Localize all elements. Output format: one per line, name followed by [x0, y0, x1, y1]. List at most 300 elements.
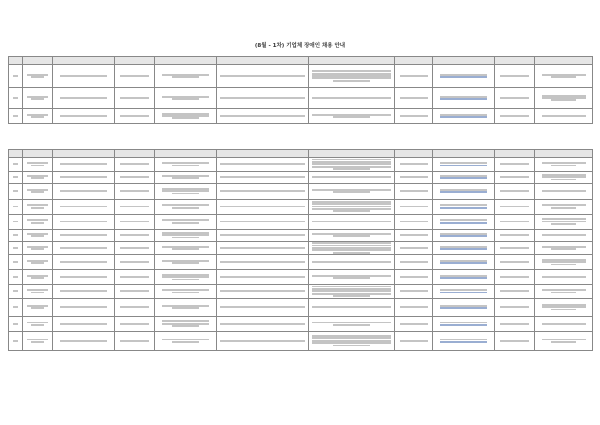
column-header	[495, 57, 535, 65]
table-cell	[495, 109, 535, 124]
table-cell	[53, 65, 115, 88]
table-cell	[309, 255, 395, 270]
scanned-text-line	[400, 75, 428, 77]
table-cell	[23, 183, 53, 199]
table-cell	[395, 183, 433, 199]
table-cell	[495, 88, 535, 109]
scanned-text-line	[120, 323, 150, 325]
scanned-text-line	[31, 98, 43, 100]
table-cell	[217, 109, 309, 124]
scanned-text-line	[333, 295, 370, 297]
table-cell	[115, 158, 155, 172]
scanned-text-line	[60, 190, 107, 192]
table-cell	[9, 255, 23, 270]
scanned-text-line	[551, 207, 576, 209]
table-cell	[155, 65, 217, 88]
table-cell	[9, 183, 23, 199]
scanned-text-line	[13, 190, 18, 192]
scanned-text-line	[400, 221, 428, 223]
table-cell	[23, 199, 53, 214]
table-cell	[23, 255, 53, 270]
table-cell	[395, 298, 433, 316]
table-cell	[433, 158, 495, 172]
table-cell	[433, 214, 495, 229]
table-cell	[395, 88, 433, 109]
table-cell	[155, 270, 217, 285]
table-cell	[217, 171, 309, 183]
scanned-text-line	[500, 221, 530, 223]
table-cell	[433, 183, 495, 199]
table-cell	[115, 199, 155, 214]
scanned-text-line	[333, 168, 370, 170]
table-cell	[495, 298, 535, 316]
table-cell	[309, 241, 395, 255]
table-cell	[309, 214, 395, 229]
scanned-text-line	[60, 306, 107, 308]
scanned-text-line	[120, 234, 150, 236]
scanned-text-line	[13, 221, 18, 223]
scanned-text-line	[60, 261, 107, 263]
scanned-text-line	[440, 191, 487, 193]
scanned-text-line	[220, 75, 305, 77]
scanned-text-line	[440, 165, 487, 167]
table-cell	[53, 88, 115, 109]
table-cell	[395, 331, 433, 350]
scanned-text-line	[220, 261, 305, 263]
table-cell	[53, 241, 115, 255]
scanned-text-line	[60, 234, 107, 236]
table-row	[9, 285, 593, 299]
table-cell	[9, 331, 23, 350]
table-cell	[115, 298, 155, 316]
scanned-text-line	[500, 115, 530, 117]
table-cell	[433, 65, 495, 88]
table-cell	[53, 229, 115, 241]
table-cell	[309, 171, 395, 183]
table-cell	[309, 183, 395, 199]
table-cell	[53, 285, 115, 299]
scanned-text-line	[400, 276, 428, 278]
table-cell	[155, 158, 217, 172]
table-cell	[395, 199, 433, 214]
table-cell	[53, 316, 115, 331]
table-cell	[155, 285, 217, 299]
scanned-text-line	[220, 163, 305, 165]
scanned-text-line	[120, 340, 150, 342]
table-cell	[53, 255, 115, 270]
scanned-text-line	[120, 290, 150, 292]
scanned-text-line	[31, 292, 43, 294]
column-header	[433, 150, 495, 158]
scanned-text-line	[400, 323, 428, 325]
table-cell	[9, 241, 23, 255]
table-cell	[217, 316, 309, 331]
scanned-text-line	[440, 292, 487, 294]
scanned-text-line	[13, 323, 18, 325]
scanned-text-line	[13, 276, 18, 278]
table-cell	[395, 158, 433, 172]
table-cell	[217, 199, 309, 214]
scanned-text-line	[31, 341, 43, 343]
table-cell	[155, 255, 217, 270]
table-cell	[9, 109, 23, 124]
table-cell	[9, 270, 23, 285]
scanned-text-line	[220, 247, 305, 249]
scanned-text-line	[400, 290, 428, 292]
scanned-text-line	[440, 307, 487, 309]
scanned-text-line	[120, 276, 150, 278]
table-row	[9, 158, 593, 172]
scanned-text-line	[31, 165, 43, 167]
scanned-text-line	[400, 261, 428, 263]
document-title: (8월 - 1차) 기업체 장애인 채용 안내	[254, 43, 346, 49]
table-cell	[155, 331, 217, 350]
table-cell	[309, 316, 395, 331]
scanned-text-line	[500, 75, 530, 77]
scanned-text-line	[120, 306, 150, 308]
column-header	[53, 150, 115, 158]
scanned-text-line	[333, 116, 370, 118]
scanned-text-line	[542, 323, 586, 325]
table-cell	[433, 255, 495, 270]
scanned-text-line	[440, 177, 487, 179]
table-cell	[217, 229, 309, 241]
table-cell	[495, 158, 535, 172]
scanned-text-line	[312, 261, 391, 263]
scanned-text-line	[400, 234, 428, 236]
scanned-text-line	[400, 340, 428, 342]
scanned-text-line	[400, 176, 428, 178]
scanned-text-line	[31, 262, 43, 264]
scanned-text-line	[500, 340, 530, 342]
scanned-text-line	[13, 176, 18, 178]
scanned-text-line	[13, 115, 18, 117]
table-cell	[23, 158, 53, 172]
scanned-text-line	[13, 206, 18, 208]
scanned-text-line	[220, 340, 305, 342]
scanned-text-line	[172, 292, 199, 294]
scanned-text-line	[60, 247, 107, 249]
table-cell	[495, 255, 535, 270]
table-cell	[395, 285, 433, 299]
table-cell	[115, 88, 155, 109]
table-cell	[309, 285, 395, 299]
table-cell	[395, 214, 433, 229]
scanned-text-line	[440, 98, 487, 100]
scanned-text-line	[13, 97, 18, 99]
scanned-text-line	[60, 340, 107, 342]
table-cell	[309, 199, 395, 214]
scanned-text-line	[400, 190, 428, 192]
scanned-text-line	[400, 206, 428, 208]
table-cell	[9, 316, 23, 331]
scanned-text-line	[500, 176, 530, 178]
table-cell	[53, 109, 115, 124]
table-cell	[23, 241, 53, 255]
scanned-text-line	[120, 176, 150, 178]
scanned-text-line	[440, 262, 487, 264]
table-cell	[9, 158, 23, 172]
scanned-text-line	[13, 306, 18, 308]
scanned-text-line	[220, 234, 305, 236]
scanned-text-line	[312, 97, 391, 99]
table-cell	[433, 285, 495, 299]
scanned-text-line	[440, 248, 487, 250]
column-header	[115, 57, 155, 65]
table-cell	[217, 214, 309, 229]
column-header	[9, 57, 23, 65]
scanned-text-line	[400, 306, 428, 308]
scanned-text-line	[120, 261, 150, 263]
table-cell	[495, 331, 535, 350]
table-cell	[217, 88, 309, 109]
table-cell	[395, 229, 433, 241]
scanned-text-line	[220, 290, 305, 292]
scanned-text-line	[60, 290, 107, 292]
table-cell	[495, 183, 535, 199]
table-cell	[535, 199, 593, 214]
scanned-text-line	[13, 261, 18, 263]
column-header	[23, 57, 53, 65]
table-cell	[433, 241, 495, 255]
table-cell	[53, 331, 115, 350]
scanned-text-line	[60, 323, 107, 325]
scanned-text-line	[220, 323, 305, 325]
scanned-text-line	[400, 97, 428, 99]
table-row	[9, 199, 593, 214]
scanned-text-line	[551, 99, 576, 101]
scanned-text-line	[172, 341, 199, 343]
scanned-text-line	[13, 234, 18, 236]
table-cell	[535, 171, 593, 183]
table-cell	[23, 331, 53, 350]
table-cell	[535, 316, 593, 331]
table-cell	[535, 285, 593, 299]
table-cell	[9, 214, 23, 229]
scanned-text-line	[172, 193, 199, 195]
scanned-text-line	[13, 290, 18, 292]
scanned-text-line	[500, 234, 530, 236]
table-cell	[115, 255, 155, 270]
table-cell	[155, 88, 217, 109]
table-row	[9, 331, 593, 350]
scanned-text-line	[400, 163, 428, 165]
scanned-text-line	[120, 206, 150, 208]
table-cell	[309, 331, 395, 350]
table-cell	[115, 316, 155, 331]
table-cell	[155, 214, 217, 229]
scanned-text-line	[31, 76, 43, 78]
scanned-text-line	[60, 221, 107, 223]
table-cell	[217, 285, 309, 299]
scanned-text-line	[120, 190, 150, 192]
table-cell	[53, 158, 115, 172]
scanned-text-line	[500, 306, 530, 308]
table-cell	[23, 65, 53, 88]
table-cell	[155, 298, 217, 316]
table-row	[9, 316, 593, 331]
scanned-text-line	[333, 80, 370, 82]
table-cell	[9, 199, 23, 214]
table-cell	[395, 171, 433, 183]
scanned-text-line	[31, 222, 43, 224]
table-cell	[23, 316, 53, 331]
table-cell	[309, 158, 395, 172]
scanned-text-line	[60, 115, 107, 117]
scanned-text-line	[31, 248, 43, 250]
scanned-text-line	[220, 206, 305, 208]
scanned-text-line	[172, 76, 199, 78]
table-cell	[535, 109, 593, 124]
table-cell	[23, 298, 53, 316]
table-cell	[115, 270, 155, 285]
scanned-text-line	[120, 221, 150, 223]
column-header	[395, 57, 433, 65]
scanned-text-line	[500, 97, 530, 99]
table-cell	[433, 171, 495, 183]
table-row	[9, 229, 593, 241]
table-cell	[53, 298, 115, 316]
table-cell	[495, 65, 535, 88]
table-cell	[309, 88, 395, 109]
scanned-text-line	[333, 191, 370, 193]
table-row	[9, 270, 593, 285]
scanned-text-line	[500, 261, 530, 263]
table-cell	[217, 255, 309, 270]
table-cell	[535, 270, 593, 285]
table-cell	[23, 229, 53, 241]
scanned-text-line	[551, 179, 576, 181]
table-cell	[495, 316, 535, 331]
scanned-text-line	[31, 307, 43, 309]
scanned-text-line	[551, 223, 576, 225]
table-cell	[217, 183, 309, 199]
scanned-text-line	[60, 97, 107, 99]
table-cell	[53, 214, 115, 229]
table-cell	[495, 241, 535, 255]
scanned-text-line	[120, 97, 150, 99]
scanned-text-line	[31, 277, 43, 279]
scanned-text-line	[542, 234, 586, 236]
table-cell	[495, 214, 535, 229]
scanned-text-line	[220, 176, 305, 178]
table-cell	[535, 183, 593, 199]
table-cell	[535, 241, 593, 255]
scanned-text-line	[13, 247, 18, 249]
table-cell	[115, 331, 155, 350]
table-cell	[23, 88, 53, 109]
column-header	[495, 150, 535, 158]
scanned-text-line	[333, 345, 370, 347]
table-cell	[23, 285, 53, 299]
scanned-text-line	[440, 116, 487, 118]
table-cell	[433, 199, 495, 214]
table-cell	[115, 285, 155, 299]
scanned-text-line	[500, 323, 530, 325]
scanned-text-line	[220, 115, 305, 117]
table-cell	[53, 270, 115, 285]
scanned-text-line	[551, 165, 576, 167]
scanned-text-line	[172, 279, 199, 281]
table-cell	[217, 65, 309, 88]
scanned-text-line	[120, 75, 150, 77]
scanned-text-line	[312, 221, 391, 223]
column-header	[115, 150, 155, 158]
table-cell	[217, 298, 309, 316]
column-header	[395, 150, 433, 158]
scanned-text-line	[172, 165, 199, 167]
scanned-text-line	[542, 115, 586, 117]
table-cell	[309, 298, 395, 316]
column-header	[217, 150, 309, 158]
scanned-text-line	[500, 190, 530, 192]
scanned-text-line	[172, 307, 199, 309]
scanned-text-line	[172, 117, 199, 119]
scanned-text-line	[400, 247, 428, 249]
scanned-text-line	[31, 116, 43, 118]
table-cell	[495, 270, 535, 285]
scanned-text-line	[551, 264, 576, 266]
table-row	[9, 88, 593, 109]
table-cell	[395, 255, 433, 270]
table-cell	[9, 229, 23, 241]
column-header	[433, 57, 495, 65]
column-header	[535, 150, 593, 158]
table-cell	[115, 171, 155, 183]
scanned-text-line	[500, 290, 530, 292]
table-cell	[53, 183, 115, 199]
table-cell	[495, 285, 535, 299]
table-cell	[535, 331, 593, 350]
table-cell	[155, 229, 217, 241]
table-cell	[433, 316, 495, 331]
scanned-text-line	[500, 206, 530, 208]
table-cell	[495, 171, 535, 183]
scanned-text-line	[220, 306, 305, 308]
scanned-text-line	[333, 324, 370, 326]
column-header	[217, 57, 309, 65]
scanned-text-line	[172, 222, 199, 224]
table-cell	[9, 88, 23, 109]
scanned-text-line	[172, 248, 199, 250]
table-cell	[535, 88, 593, 109]
recruitment-table-2	[8, 149, 593, 351]
scanned-text-line	[440, 324, 487, 326]
table-cell	[155, 109, 217, 124]
table-row	[9, 183, 593, 199]
table-cell	[23, 214, 53, 229]
table-cell	[155, 241, 217, 255]
table-cell	[309, 65, 395, 88]
scanned-text-line	[13, 75, 18, 77]
scanned-text-line	[60, 276, 107, 278]
scanned-text-line	[400, 115, 428, 117]
scanned-text-line	[551, 292, 576, 294]
column-header	[9, 150, 23, 158]
scanned-text-line	[120, 115, 150, 117]
column-header	[155, 57, 217, 65]
column-header	[309, 57, 395, 65]
column-header	[53, 57, 115, 65]
table-cell	[23, 171, 53, 183]
scanned-text-line	[333, 252, 370, 254]
table-cell	[433, 298, 495, 316]
table-cell	[433, 229, 495, 241]
scanned-text-line	[120, 163, 150, 165]
scanned-text-line	[220, 221, 305, 223]
table-cell	[23, 109, 53, 124]
column-header	[309, 150, 395, 158]
